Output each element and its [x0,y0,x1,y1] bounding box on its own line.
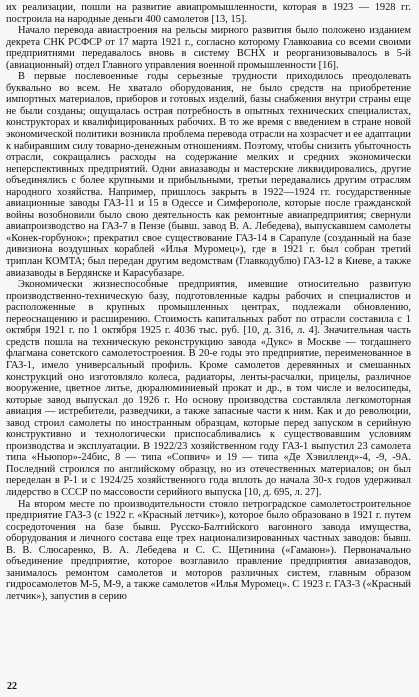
paragraph-decree-1921: Начало перевода авиастроения на рельсы мирного развития было положено изданием декрета СНК РСФСР от 17 марта 1921 г., согласно которому Главкоавиа со всеми своими предприятиями передавалось вновь в систему ВСНХ и реорганизовывалось в 5-й (авиационный) отдел Главного управления военной промышленности [16]. [6,25,411,71]
paragraph-postwar-difficulties: В первые послевоенные годы серьезные трудности приходилось преодолевать буквально во всем. Не хватало оборудования, не было средств на приобретение импортных материалов, приборов и готовых изделий, базы снабжения внутри страны еще не были созданы; ощущалась острая потребность в опытных технических специалистах, конструкторах и квалифицированных рабочих. В то же время с введением в стране новой экономической политики возникла проблема перевода отрасли на хозрасчет и ее адаптации к набиравшим силу товарно-денежным отношениям. Поэтому, чтобы снизить убыточность отрасли, сокращались расходы на содержание мелких и средних экономически неперспективных предприятий. Одни авиазаводы и мастерские ликвидировались, другие объединялись с более крупными и прибыльными, третьи передавались другим отраслям народного хозяйства. Например, пришлось закрыть в 1922—1924 гг. государственные авиационные заводы ГАЗ-11 и 15 в Одессе и Симферополе, которые после гражданской войны возобновили было свою деятельность как ремонтные авиапредприятия; свернули авиапроизводство на ГАЗ-7 в Пензе (бывш. завод В. А. Лебедева), выпускавшем самолеты «Конек-горбунок»; прекратил свое существование ГАЗ-14 в Сарапуле (созданный на базе дивизиона воздушных кораблей «Илья Муромец»), где в 1921 г. был собран третий триплан КОМТА; был передан другим ведомствам (Главкодублю) ГАЗ-12 в Киеве, а также авиазаводы в Бердянске и Карасубазаре. [6,71,411,279]
page-number: 22 [7,681,17,692]
paragraph-economically-viable-enterprises: Экономически жизнеспособные предприятия, имевшие относительно развитую производственно-техническую базу, подготовленные кадры рабочих и специалистов и расположенные в крупных промышленных центрах, подлежали обновлению, переоснащению и расширению. Стоимость капитальных работ по отрасли составила с 1 октября 1921 г. по 1 октября 1925 г. 4036 тыс. руб. [10, д. 316, л. 4]. Значительная часть средств пошла на техническую реконструкцию завода «Дукс» в Москве — тогдашнего флагмана советского самолетостроения. В 20-е годы это предприятие, переименованное в ГАЗ-1, имело универсальный профиль. Кроме самолетов деревянных и смешанных конструкций оно изготовляло колеса, радиаторы, ленты-расчалки, прицелы, различное вооружение, цветное литье, дюралюминиевый прокат и др., в том числе и велосипеды, которые завод выпускал до 1926 г. Но основу производства составляла легкомоторная авиация — истребители, разведчики, а также запасные части к ним. Как и до революции, завод строил самолеты по иностранным образцам, которые перед запуском в серийную конструктивно и технологически приспосабливались к существовавшим условиям производства и эксплуатации. В 1922/23 хозяйственном году ГАЗ-1 выпустил 23 самолета типа «Ньюпор»-24бис, 8 — типа «Сопвич» и 19 — типа «Де Хэвилленд»-4, -9, -9А. Последний строился по английскому образцу, но из отечественных материалов; он был переделан в Р-1 и с 1924/25 хозяйственного года вплоть до начала 30-х годов удерживал лидерство в СССР по массовости серийного выпуска [10, д. 695, л. 27]. [6,279,411,498]
paragraph-gaz-3-krasny-letchik: На втором месте по производительности стояло петроградское самолетостроительное предприятие ГАЗ-3 (с 1922 г. «Красный летчик»), которое было образовано в 1921 г. путем сосредоточения на базе бывш. Русско-Балтийского вагонного завода имущества, оборудования и личного состава еще трех национализированных частных заводов: бывш. В. В. Слюсаренко, В. А. Лебедева и С. С. Щетинина («Гамаюн»). Первоначально объединение предприятие, которое возглавило правление предприятия авиазаводов, занималось ремонтом самолетов и моторов различных систем, главным образом гидросамолетов М-5, М-9, а также самолетов «Илья Муромец». С 1923 г. ГАЗ-3 («Красный летчик»), запустив в серию [6,498,411,602]
book-page-text [6,2,411,602]
paragraph-continuation: их реализации, пошли на развитие авиапромышленности, которая в 1923 — 1928 гг. построила на народные деньги 400 самолетов [13, 15]. [6,2,411,25]
